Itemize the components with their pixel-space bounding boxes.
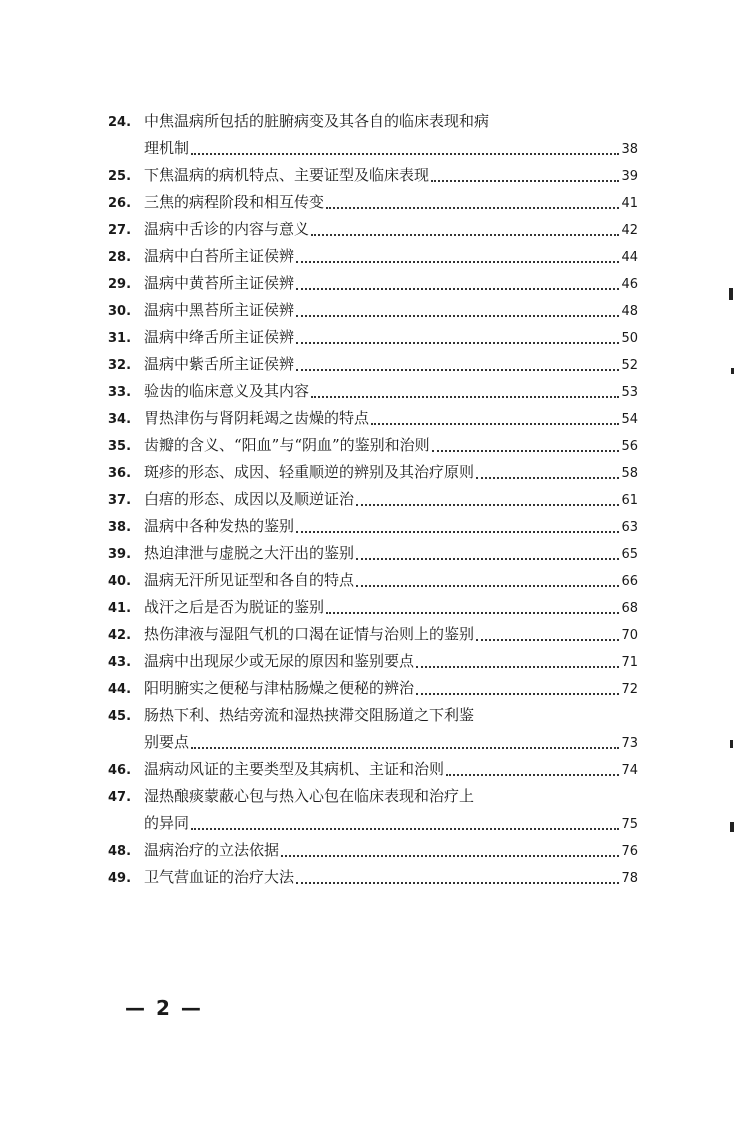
toc-entry-line	[108, 702, 638, 729]
toc-entry-line	[108, 405, 638, 432]
toc-entry-line	[108, 837, 638, 864]
toc-entry	[108, 513, 638, 540]
entry-number: 31.	[108, 331, 132, 346]
entry-title: 下焦温病的病机特点、主要证型及临床表现	[144, 166, 430, 184]
toc-entry	[108, 756, 638, 783]
dot-leader	[431, 180, 619, 182]
entry-number: 37.	[108, 493, 132, 508]
toc-entry	[108, 405, 638, 432]
dot-leader	[311, 234, 619, 236]
entry-title: 验齿的临床意义及其内容	[144, 382, 310, 400]
entry-number: 46.	[108, 763, 132, 778]
entry-page-number: 63	[621, 520, 638, 535]
dot-leader	[416, 693, 619, 695]
toc-entry-line	[108, 270, 638, 297]
dot-leader	[371, 423, 619, 425]
entry-title: 阳明腑实之便秘与津枯肠燥之便秘的辨治	[144, 679, 415, 697]
entry-page-number: 50	[621, 331, 638, 346]
entry-number: 24.	[108, 115, 132, 130]
toc-entry	[108, 108, 638, 162]
toc-entry	[108, 162, 638, 189]
table-of-contents	[108, 108, 638, 891]
toc-entry-line	[108, 108, 638, 135]
dot-leader	[191, 153, 619, 155]
entry-title: 白痦的形态、成因以及顺逆证治	[144, 490, 355, 508]
entry-page-number: 38	[621, 142, 638, 157]
entry-title: 战汗之后是否为脱证的鉴别	[144, 598, 325, 616]
toc-entry-line	[108, 783, 638, 810]
entry-page-number: 65	[621, 547, 638, 562]
entry-title: 湿热酿痰蒙蔽心包与热入心包在临床表现和治疗上	[144, 787, 475, 805]
toc-entry	[108, 459, 638, 486]
toc-entry-line	[108, 189, 638, 216]
dot-leader	[446, 774, 619, 776]
toc-entry-line	[108, 648, 638, 675]
page-number-footer: — 2 —	[125, 996, 203, 1020]
entry-title: 温病中黑苔所主证侯辨	[144, 301, 295, 319]
dot-leader	[476, 477, 619, 479]
entry-number: 41.	[108, 601, 132, 616]
toc-entry-line	[108, 432, 638, 459]
toc-entry-line	[108, 216, 638, 243]
entry-title: 肠热下利、热结旁流和湿热挟滞交阻肠道之下利鉴	[144, 706, 475, 724]
dot-leader	[476, 639, 619, 641]
entry-number: 28.	[108, 250, 132, 265]
entry-number: 26.	[108, 196, 132, 211]
dot-leader	[281, 855, 619, 857]
entry-number: 48.	[108, 844, 132, 859]
toc-entry	[108, 432, 638, 459]
entry-page-number: 61	[621, 493, 638, 508]
toc-entry	[108, 702, 638, 756]
toc-entry	[108, 243, 638, 270]
toc-entry	[108, 648, 638, 675]
toc-entry-line	[108, 351, 638, 378]
entry-page-number: 74	[621, 763, 638, 778]
entry-page-number: 44	[621, 250, 638, 265]
entry-title: 温病治疗的立法依据	[144, 841, 280, 859]
toc-entry-line	[108, 297, 638, 324]
entry-page-number: 41	[621, 196, 638, 211]
toc-entry	[108, 675, 638, 702]
toc-entry-line	[108, 135, 638, 162]
toc-entry-line	[108, 756, 638, 783]
scan-speck	[731, 368, 734, 374]
toc-entry	[108, 378, 638, 405]
entry-number: 27.	[108, 223, 132, 238]
toc-entry-line	[108, 621, 638, 648]
entry-page-number: 72	[621, 682, 638, 697]
dot-leader	[326, 207, 619, 209]
toc-entry-line	[108, 729, 638, 756]
entry-title: 温病无汗所见证型和各自的特点	[144, 571, 355, 589]
entry-title: 温病中绛舌所主证侯辨	[144, 328, 295, 346]
dot-leader	[326, 612, 619, 614]
toc-entry	[108, 324, 638, 351]
entry-title: 齿瓣的含义、“阳血”与“阴血”的鉴别和治则	[144, 436, 430, 454]
toc-entry-line	[108, 243, 638, 270]
entry-page-number: 66	[621, 574, 638, 589]
entry-title: 卫气营血证的治疗大法	[144, 868, 295, 886]
entry-number: 43.	[108, 655, 132, 670]
toc-entry-line	[108, 567, 638, 594]
entry-page-number: 54	[621, 412, 638, 427]
scan-speck	[729, 288, 733, 300]
entry-number: 36.	[108, 466, 132, 481]
entry-page-number: 71	[621, 655, 638, 670]
dot-leader	[311, 396, 619, 398]
toc-entry-line	[108, 513, 638, 540]
entry-title: 温病中紫舌所主证侯辨	[144, 355, 295, 373]
dot-leader	[296, 531, 619, 533]
toc-entry	[108, 216, 638, 243]
entry-number: 34.	[108, 412, 132, 427]
toc-entry-line	[108, 675, 638, 702]
entry-title: 温病中白苔所主证侯辨	[144, 247, 295, 265]
toc-entry	[108, 864, 638, 891]
entry-title: 理机制	[144, 139, 190, 157]
entry-number: 32.	[108, 358, 132, 373]
entry-number: 38.	[108, 520, 132, 535]
entry-page-number: 39	[621, 169, 638, 184]
entry-title: 温病中各种发热的鉴别	[144, 517, 295, 535]
entry-number: 44.	[108, 682, 132, 697]
entry-number: 47.	[108, 790, 132, 805]
toc-entry-line	[108, 864, 638, 891]
dot-leader	[191, 828, 619, 830]
entry-page-number: 75	[621, 817, 638, 832]
entry-page-number: 76	[621, 844, 638, 859]
toc-entry	[108, 567, 638, 594]
entry-title: 热迫津泄与虚脱之大汗出的鉴别	[144, 544, 355, 562]
dot-leader	[191, 747, 619, 749]
toc-entry-line	[108, 810, 638, 837]
toc-entry	[108, 594, 638, 621]
dot-leader	[296, 315, 619, 317]
entry-title: 温病中舌诊的内容与意义	[144, 220, 310, 238]
entry-title: 胃热津伤与肾阴耗竭之齿燥的特点	[144, 409, 370, 427]
entry-number: 45.	[108, 709, 132, 724]
toc-entry	[108, 540, 638, 567]
entry-page-number: 48	[621, 304, 638, 319]
entry-page-number: 46	[621, 277, 638, 292]
dot-leader	[356, 585, 619, 587]
dot-leader	[296, 882, 619, 884]
dot-leader	[296, 288, 619, 290]
entry-page-number: 42	[621, 223, 638, 238]
scan-speck	[730, 822, 734, 832]
entry-title: 温病中出现尿少或无尿的原因和鉴别要点	[144, 652, 415, 670]
entry-title: 三焦的病程阶段和相互传变	[144, 193, 325, 211]
dot-leader	[296, 342, 619, 344]
entry-title: 热伤津液与湿阻气机的口渴在证情与治则上的鉴别	[144, 625, 475, 643]
toc-entry	[108, 297, 638, 324]
entry-title: 的异同	[144, 814, 190, 832]
entry-number: 49.	[108, 871, 132, 886]
entry-number: 35.	[108, 439, 132, 454]
entry-number: 39.	[108, 547, 132, 562]
entry-number: 42.	[108, 628, 132, 643]
dot-leader	[432, 450, 620, 452]
dot-leader	[296, 261, 619, 263]
toc-entry-line	[108, 459, 638, 486]
entry-title: 温病中黄苔所主证侯辨	[144, 274, 295, 292]
entry-page-number: 70	[621, 628, 638, 643]
entry-number: 25.	[108, 169, 132, 184]
toc-entry-line	[108, 162, 638, 189]
entry-number: 40.	[108, 574, 132, 589]
toc-entry-line	[108, 594, 638, 621]
toc-entry-line	[108, 486, 638, 513]
entry-page-number: 68	[621, 601, 638, 616]
entry-page-number: 56	[621, 439, 638, 454]
toc-entry	[108, 486, 638, 513]
dot-leader	[296, 369, 619, 371]
entry-page-number: 73	[621, 736, 638, 751]
entry-page-number: 52	[621, 358, 638, 373]
entry-number: 33.	[108, 385, 132, 400]
entry-page-number: 78	[621, 871, 638, 886]
entry-title: 斑疹的形态、成因、轻重顺逆的辨别及其治疗原则	[144, 463, 475, 481]
entry-number: 29.	[108, 277, 132, 292]
entry-page-number: 53	[621, 385, 638, 400]
toc-entry	[108, 621, 638, 648]
dot-leader	[356, 558, 619, 560]
toc-entry	[108, 783, 638, 837]
toc-entry-line	[108, 540, 638, 567]
entry-page-number: 58	[621, 466, 638, 481]
toc-entry	[108, 351, 638, 378]
dot-leader	[416, 666, 619, 668]
toc-entry	[108, 270, 638, 297]
toc-entry	[108, 837, 638, 864]
entry-number: 30.	[108, 304, 132, 319]
entry-title: 温病动风证的主要类型及其病机、主证和治则	[144, 760, 445, 778]
toc-entry-line	[108, 378, 638, 405]
entry-title: 别要点	[144, 733, 190, 751]
entry-title: 中焦温病所包括的脏腑病变及其各自的临床表现和病	[144, 112, 490, 130]
scan-speck	[730, 740, 733, 748]
toc-entry	[108, 189, 638, 216]
toc-entry-line	[108, 324, 638, 351]
dot-leader	[356, 504, 619, 506]
